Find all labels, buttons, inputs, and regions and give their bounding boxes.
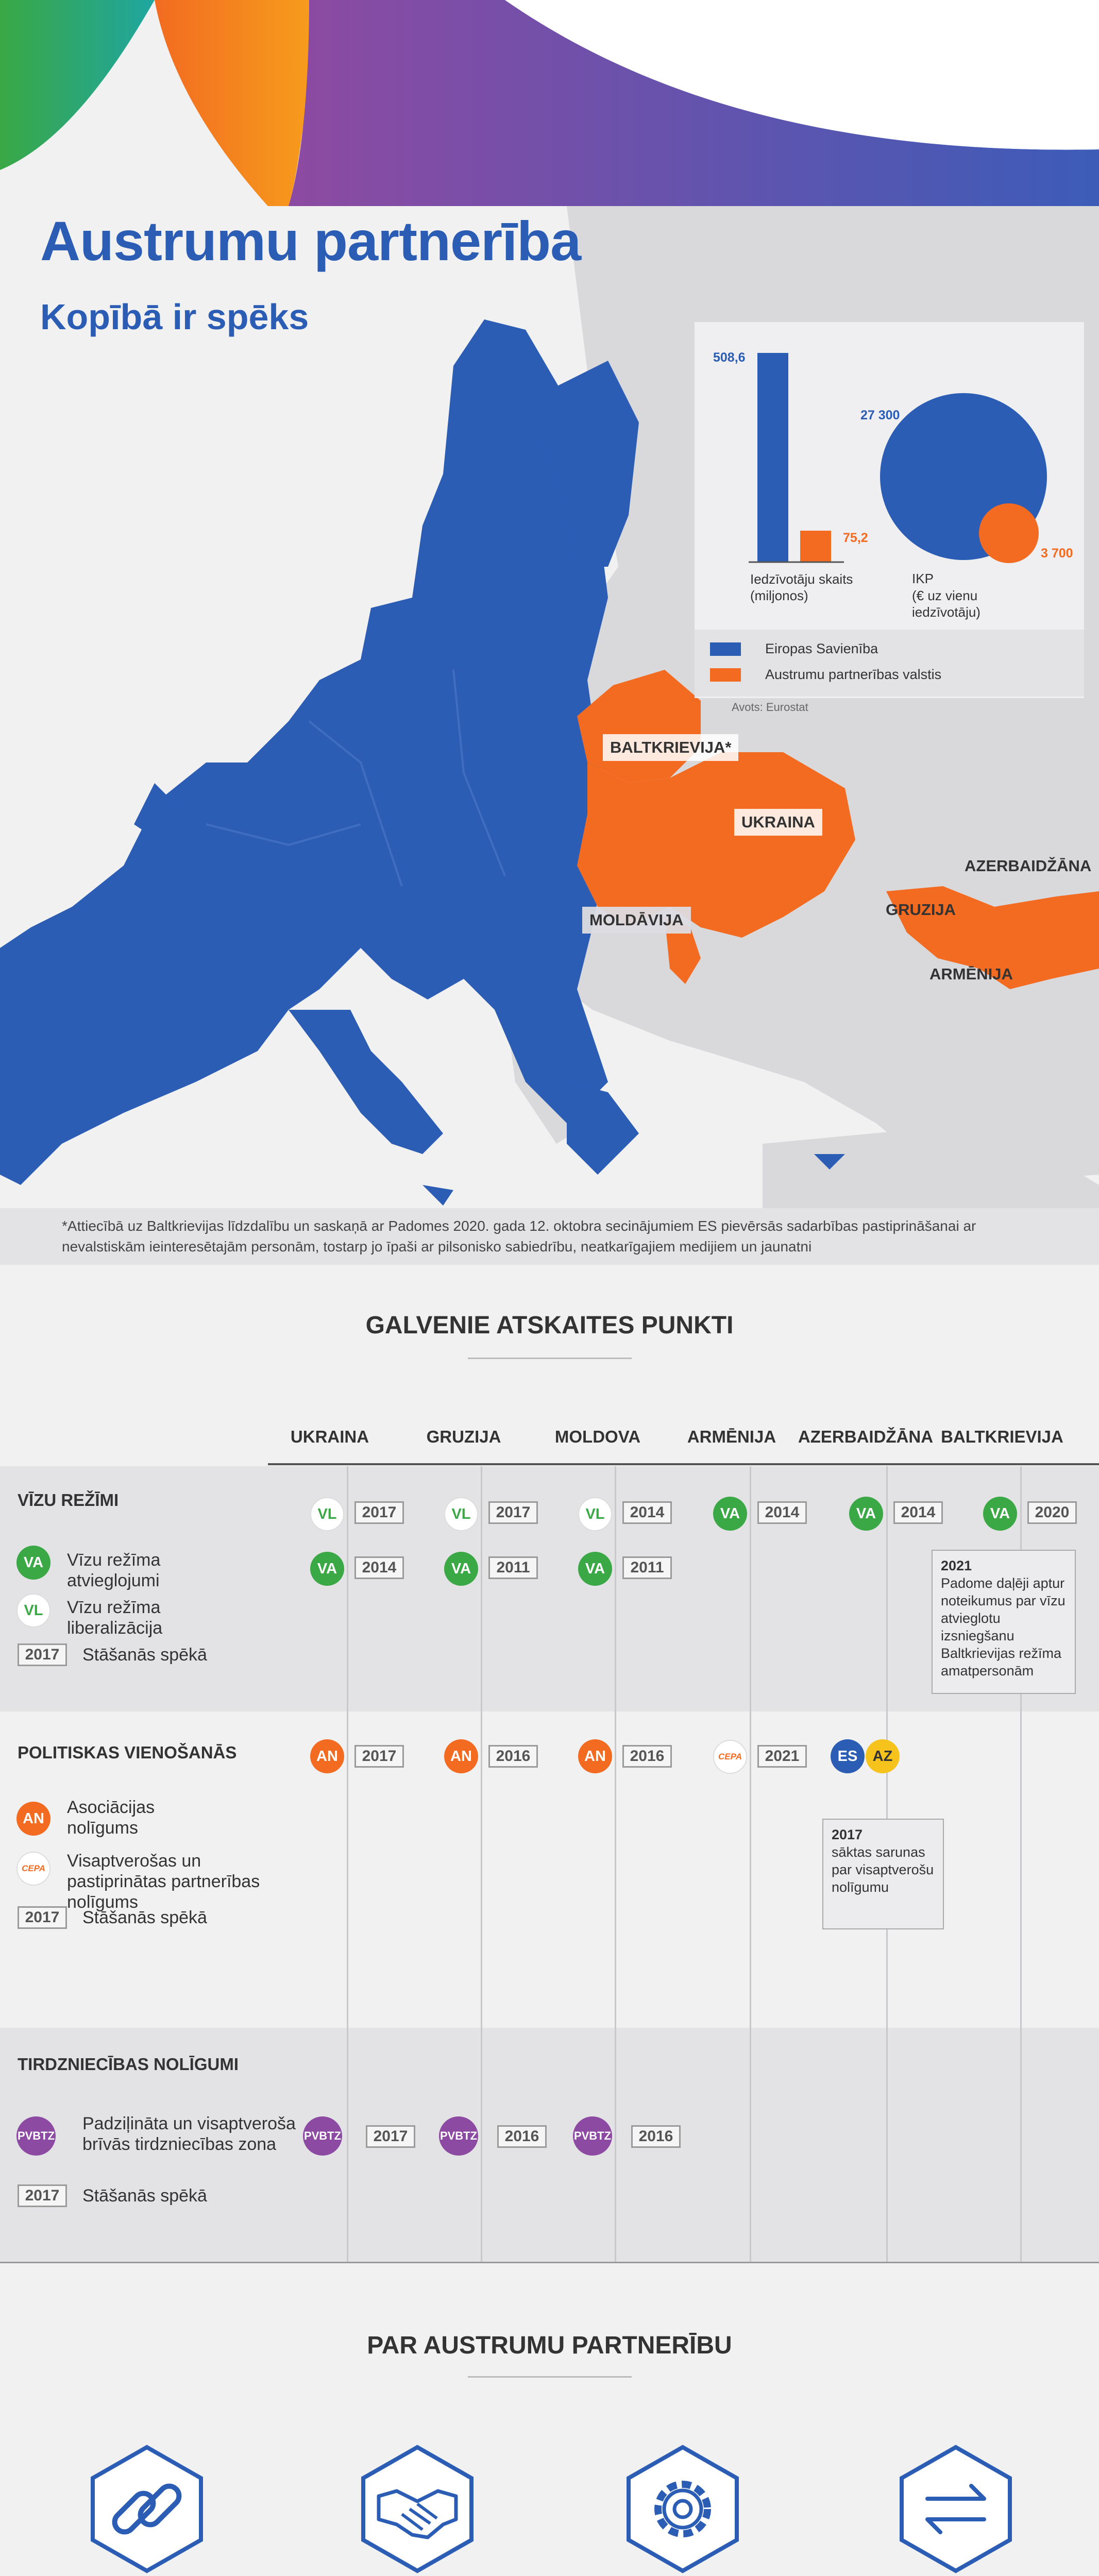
belarus-note-year: 2021 (941, 1558, 972, 1573)
stats-legend (695, 630, 1084, 697)
belarus-visa-note (932, 1550, 1076, 1694)
map-label-ukraine: UKRAINA (734, 809, 822, 836)
col-header-rule (268, 1463, 1099, 1465)
handshake-icon (350, 2442, 484, 2576)
armenia-political-year: 2021 (757, 1745, 807, 1768)
col-belarus: BALTKRIEVIJA (941, 1427, 1063, 1446)
col-azerbaijan: AZERBAIDŽĀNA (798, 1427, 934, 1446)
ukraine-visa-code: VL (310, 1497, 344, 1531)
georgia-political-code: AN (444, 1739, 478, 1773)
georgia-visa-code-2: VA (444, 1552, 478, 1586)
footnote: *Attiecībā uz Baltkrievijas līdzdalību un saskaņā ar Padomes 2020. gada 12. oktobra secinājumiem ES pievērsās sadarbības pastiprināšanai ar nevalstiskām ieinteresētajām personām, tostarp jo īpaši ar pilsonisko sabiedrību, neatkarīgajiem medijiem un jaunatni (62, 1218, 976, 1255)
ukraine-trade-code: PVBTZ (303, 2116, 342, 2156)
map-label-moldova: MOLDĀVIJA (582, 907, 691, 934)
milestones-rule (468, 1358, 632, 1359)
trade-section-title: TIRDZNIECĪBAS NOLĪGUMI (18, 2055, 239, 2074)
page-title: Austrumu partnerība (40, 210, 581, 272)
exchange-arrows-icon (889, 2442, 1023, 2576)
stats-charts (695, 322, 1084, 611)
legend-eap-swatch (710, 668, 741, 682)
legend-va-badge: VA (16, 1546, 50, 1580)
gdp-label: IKP (912, 571, 934, 586)
azerbaijan-es-badge: ES (831, 1739, 865, 1773)
belarus-visa-year: 2020 (1027, 1501, 1077, 1524)
col-armenia: ARMĒNIJA (687, 1427, 776, 1446)
ukraine-trade-year: 2017 (366, 2125, 415, 2148)
population-eu-value: 508,6 (713, 350, 746, 365)
georgia-visa-year-2: 2011 (488, 1556, 538, 1579)
legend-year-label-3: Stāšanās spēkā (82, 2186, 207, 2206)
moldova-visa-code: VL (578, 1497, 612, 1531)
map-label-georgia: GRUZIJA (886, 901, 956, 919)
belarus-visa-code: VA (983, 1497, 1017, 1531)
legend-year-badge-2: 2017 (18, 1906, 67, 1929)
legend-year-badge: 2017 (18, 1643, 67, 1666)
legend-eap-label: Austrumu partnerības valstis (765, 667, 942, 682)
legend-vl-label: Vīzu režīma liberalizācija (67, 1598, 163, 1638)
stats-source: Avots: Eurostat (732, 701, 808, 714)
moldova-visa-year-2: 2011 (622, 1556, 672, 1579)
col-divider (347, 1466, 348, 2262)
azerbaijan-note-year: 2017 (832, 1827, 863, 1842)
moldova-visa-code-2: VA (578, 1552, 612, 1586)
legend-eu-label: Eiropas Savienība (765, 641, 878, 656)
legend-year-badge-3: 2017 (18, 2184, 67, 2207)
azerbaijan-political-note (822, 1819, 944, 1929)
col-divider (615, 1466, 616, 2262)
georgia-visa-code: VL (444, 1497, 478, 1531)
map-label-armenia: ARMĒNIJA (929, 965, 1013, 983)
azerbaijan-visa-code: VA (849, 1497, 883, 1531)
legend-pvbtz-label: Padziļināta un visaptveroša brīvās tirdzniecības zona (82, 2114, 296, 2154)
georgia-trade-year: 2016 (497, 2125, 547, 2148)
population-bar-eap (800, 531, 831, 562)
map-label-azerbaijan: AZERBAIDŽĀNA (965, 857, 1092, 875)
legend-pvbtz-badge: PVBTZ (16, 2116, 56, 2156)
ukraine-political-code: AN (310, 1739, 344, 1773)
armenia-political-code: CEPA (713, 1740, 747, 1774)
moldova-trade-year: 2016 (631, 2125, 681, 2148)
moldova-political-year: 2016 (622, 1745, 672, 1768)
col-divider (481, 1466, 482, 2262)
azerbaijan-visa-year: 2014 (893, 1501, 943, 1524)
legend-year-label: Stāšanās spēkā (82, 1645, 207, 1665)
belarus-note-text: Padome daļēji aptur noteikumus par vīzu atvieglotu izsniegšanu Baltkrievijas režīma amatpersonām (941, 1575, 1066, 1679)
legend-an-label: Asociācijas nolīgums (67, 1798, 155, 1838)
legend-eu-swatch (710, 642, 741, 656)
visa-section-title: VĪZU REŽĪMI (18, 1490, 119, 1510)
population-label: Iedzīvotāju skaits (miljonos) (750, 571, 853, 603)
section-end-rule (0, 2262, 1099, 2263)
col-georgia: GRUZIJA (426, 1427, 501, 1446)
gdp-eap-value: 3 700 (1041, 546, 1073, 561)
political-section-title: POLITISKAS VIENOŠANĀS (18, 1743, 237, 1762)
legend-cepa-label: Visaptverošas un pastiprinātas partnerības nolīgums (67, 1851, 260, 1912)
map-label-belarus: BALTKRIEVIJA* (603, 734, 738, 761)
col-moldova: MOLDOVA (554, 1427, 641, 1446)
gdp-circle-eap (979, 503, 1039, 563)
moldova-trade-code: PVBTZ (573, 2116, 612, 2156)
ukraine-political-year: 2017 (354, 1745, 404, 1768)
ukraine-visa-year: 2017 (354, 1501, 404, 1524)
legend-vl-badge: VL (16, 1594, 50, 1628)
gdp-sublabel: (€ uz vienu iedzīvotāju) (912, 588, 980, 620)
top-ribbon-decoration (0, 0, 1099, 206)
georgia-trade-code: PVBTZ (439, 2116, 478, 2156)
col-ukraine: UKRAINA (290, 1427, 369, 1446)
about-rule (468, 2376, 632, 2378)
gear-icon (616, 2442, 750, 2576)
moldova-visa-year: 2014 (622, 1501, 672, 1524)
legend-an-badge: AN (16, 1802, 50, 1836)
legend-va-label: Vīzu režīma atvieglojumi (67, 1550, 161, 1590)
georgia-political-year: 2016 (488, 1745, 538, 1768)
page-subtitle: Kopībā ir spēks (40, 297, 309, 337)
armenia-visa-year: 2014 (757, 1501, 807, 1524)
population-bar-eu (757, 353, 788, 562)
moldova-political-code: AN (578, 1739, 612, 1773)
about-title: PAR AUSTRUMU PARTNERĪBU (367, 2332, 732, 2359)
legend-year-label-2: Stāšanās spēkā (82, 1908, 207, 1927)
legend-cepa-badge: CEPA (16, 1852, 50, 1886)
milestones-title: GALVENIE ATSKAITES PUNKTI (365, 1312, 734, 1339)
link-icon (80, 2442, 214, 2576)
ukraine-visa-code-2: VA (310, 1552, 344, 1586)
azerbaijan-az-badge: AZ (866, 1739, 900, 1773)
population-eap-value: 75,2 (843, 531, 868, 545)
gdp-eu-value: 27 300 (860, 408, 900, 422)
armenia-visa-code: VA (713, 1497, 747, 1531)
georgia-visa-year: 2017 (488, 1501, 538, 1524)
col-divider (750, 1466, 751, 2262)
azerbaijan-note-text: sāktas sarunas par visaptverošu nolīgumu (832, 1844, 934, 1895)
ukraine-visa-year-2: 2014 (354, 1556, 404, 1579)
